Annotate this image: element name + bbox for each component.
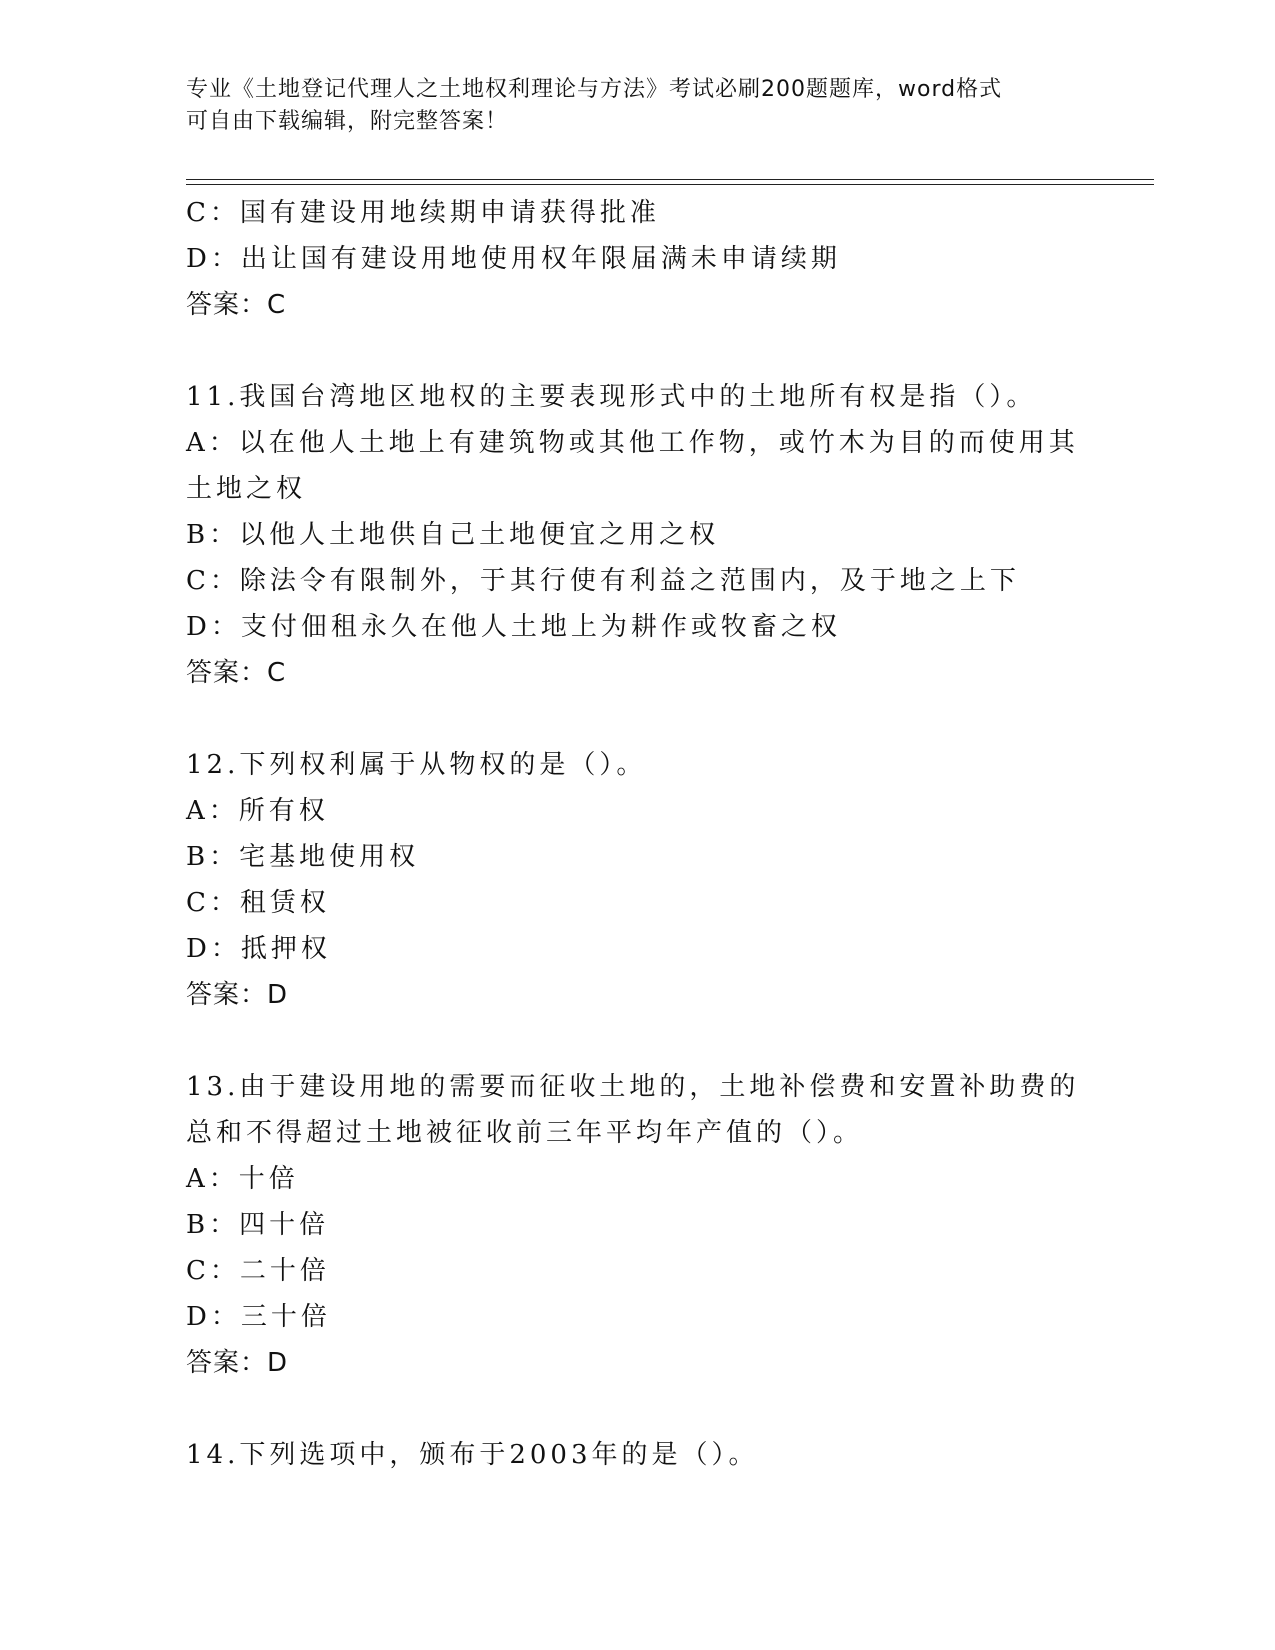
q11-stem: 11.我国台湾地区地权的主要表现形式中的土地所有权是指（）。 bbox=[186, 382, 1037, 412]
q13-option-b: B：四十倍 bbox=[186, 1210, 330, 1240]
q13-stem: 13.由于建设用地的需要而征收土地的，土地补偿费和安置补助费的总和不得超过土地被征收前三年平均年产值的（）。 bbox=[186, 1072, 1080, 1148]
question-13 bbox=[186, 1064, 1086, 1386]
header-title-line-1: 专业《土地登记代理人之土地权利理论与方法》考试必刷200题题库，word格式 bbox=[186, 77, 1003, 102]
q12-option-b: B：宅基地使用权 bbox=[186, 842, 420, 872]
question-10-fragment bbox=[186, 190, 1086, 328]
q11-option-c: C：除法令有限制外，于其行使有利益之范围内，及于地之上下 bbox=[186, 566, 1020, 596]
header-divider-top bbox=[186, 179, 1154, 180]
q12-answer: 答案：D bbox=[186, 980, 289, 1010]
q11-option-b: B：以他人土地供自己土地便宜之用之权 bbox=[186, 520, 720, 550]
q13-answer: 答案：D bbox=[186, 1348, 289, 1378]
question-list bbox=[186, 190, 1086, 1478]
q10-answer: 答案：C bbox=[186, 290, 287, 320]
spacer bbox=[186, 1018, 1086, 1064]
document-header bbox=[186, 74, 1086, 138]
q14-stem: 14.下列选项中，颁布于2003年的是（）。 bbox=[186, 1440, 759, 1470]
q13-option-a: A：十倍 bbox=[186, 1164, 299, 1194]
question-11 bbox=[186, 374, 1086, 696]
q11-option-d: D：支付佃租永久在他人土地上为耕作或牧畜之权 bbox=[186, 612, 841, 642]
spacer bbox=[186, 328, 1086, 374]
question-14 bbox=[186, 1432, 1086, 1478]
q12-option-a: A：所有权 bbox=[186, 796, 329, 826]
q12-option-c: C：租赁权 bbox=[186, 888, 330, 918]
q10-option-c: C：国有建设用地续期申请获得批准 bbox=[186, 198, 660, 228]
question-12 bbox=[186, 742, 1086, 1018]
spacer bbox=[186, 1386, 1086, 1432]
q13-option-d: D：三十倍 bbox=[186, 1302, 331, 1332]
q11-answer: 答案：C bbox=[186, 658, 287, 688]
header-divider-bottom bbox=[186, 184, 1154, 185]
q12-option-d: D：抵押权 bbox=[186, 934, 331, 964]
q12-stem: 12.下列权利属于从物权的是（）。 bbox=[186, 750, 647, 780]
q13-option-c: C：二十倍 bbox=[186, 1256, 330, 1286]
q11-option-a: A：以在他人土地上有建筑物或其他工作物，或竹木为目的而使用其土地之权 bbox=[186, 428, 1079, 504]
q10-option-d: D：出让国有建设用地使用权年限届满未申请续期 bbox=[186, 244, 841, 274]
spacer bbox=[186, 696, 1086, 742]
header-title-line-2: 可自由下载编辑，附完整答案！ bbox=[186, 109, 509, 134]
